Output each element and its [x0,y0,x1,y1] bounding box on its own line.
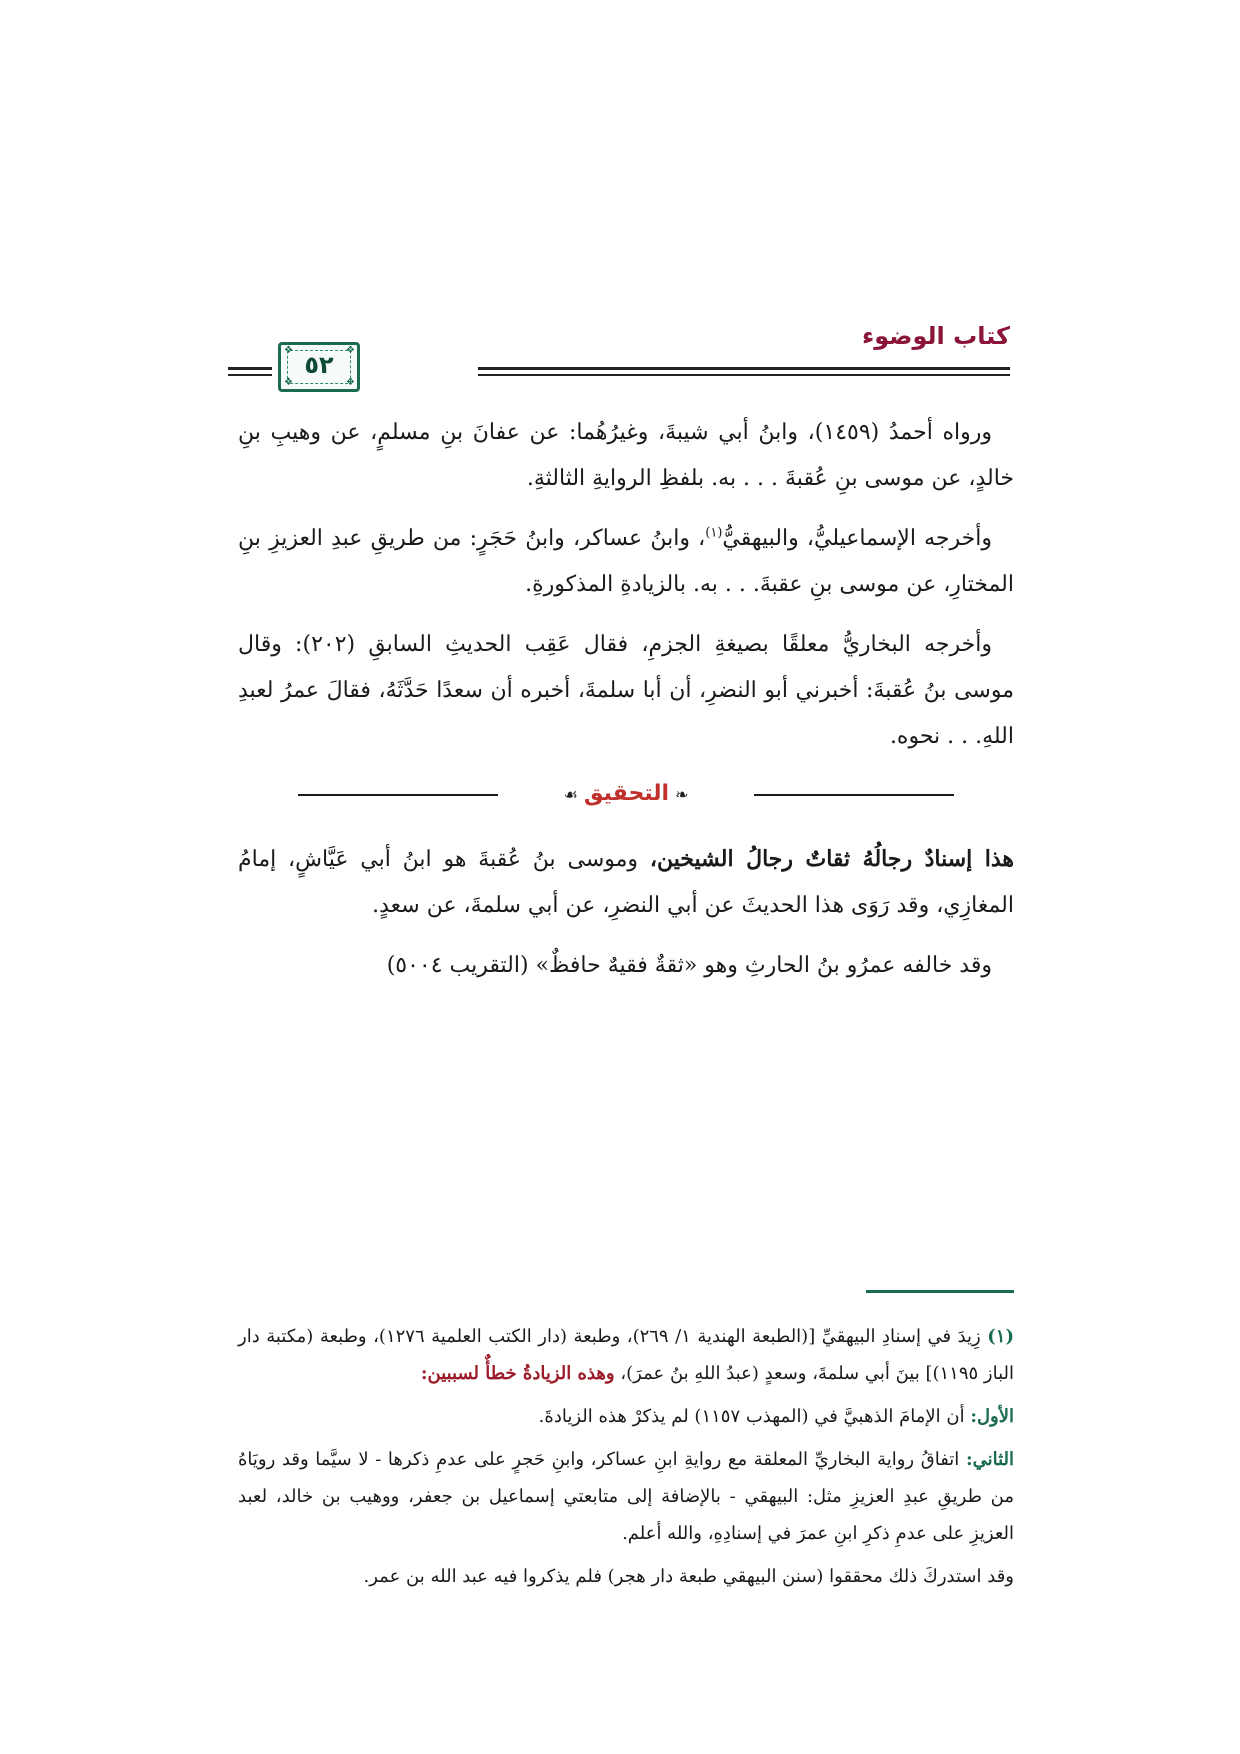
paragraph [238,836,1014,929]
book-title: كتاب الوضوء [861,322,1010,350]
paragraph-lead: هذا إسنادٌ رجالُهُ ثقاتٌ رجالُ الشيخين، [649,846,1014,872]
point-text: وقد استدركَ ذلك محققوا (سنن البيهقي طبعة دار هجر) فلم يذكروا فيه عبد الله بن عمر. [363,1566,1014,1587]
main-text [238,410,1014,1003]
paragraph [238,943,1014,989]
flourish-icon: ☙ [563,785,578,804]
paragraph-text: ورواه أحمدُ (١٤٥٩)، وابنُ أبي شيبةَ، وغيرُهُما: عن عفانَ بنِ مسلمٍ، عن وهيبِ بنِ خالدٍ، عن موسى بنِ عُقبةَ . . . به. بلفظِ الروايةِ الثالثةِ. [238,420,1014,491]
paragraph-text: وموسى بنُ عُقبةَ هو ابنُ أبي عَيَّاشٍ، إمامُ المغازِي، وقد رَوَى هذا الحديثَ عن أبي النضرِ، عن أبي سلمةَ، عن سعدٍ. [238,847,1014,918]
footnote-number: (١) [987,1326,1014,1347]
paragraph-text: وأخرجه البخاريُّ معلقًا بصيغةِ الجزمِ، فقال عَقِب الحديثِ السابقِ (٢٠٢): وقال موسى بنُ عُقبةَ: أخبرني أبو النضرِ، أن أبا سلمةَ، أخبره أن سعدًا حَدَّثَهُ، فقالَ عمرُ لعبدِ اللهِ. . . نحوه. [238,632,1014,749]
divider-line [754,794,954,796]
footnote-separator [866,1290,1014,1293]
section-divider [238,774,1014,814]
flourish-icon: ❧ [675,785,689,804]
paragraph [238,410,1014,502]
point-label: الأول: [970,1406,1014,1427]
paragraph-text: ، وابنُ عساكر، وابنُ حَجَرٍ: من طريقِ عبدِ العزيزِ بنِ المختارِ، عن موسى بنِ عقبةَ. . . به. بالزيادةِ المذكورةِ. [238,526,1014,597]
footnotes [238,1318,1014,1601]
page-number: ٥٢ [304,351,334,379]
corner-ornament-icon: ❖ [284,345,293,356]
footnote-point [238,1398,1014,1435]
header-rule [478,367,1010,370]
point-text: أن الإمامَ الذهبيَّ في (المهذب ١١٥٧) لم يذكرْ هذه الزيادةَ. [538,1406,971,1427]
paragraph [238,622,1014,760]
footnote-emphasis: وهذه الزيادةُ خطأٌ لسببين: [420,1363,615,1384]
footnote-text: زِيدَ في إسنادِ البيهقيِّ [(الطبعة الهندية ١/ ٢٦٩)، وطبعة (دار الكتب العلمية ١٢٧٦)، وطبعة (مكتبة دار الباز ١١٩٥)] بينَ أبي سلمةَ، وسعدٍ (عبدُ اللهِ بنُ عمرَ)، [238,1326,1014,1384]
divider-line [298,794,498,796]
corner-ornament-icon: ❖ [346,377,355,388]
header-rule [478,374,1010,376]
point-text: اتفاقُ رواية البخاريِّ المعلقة مع روايةِ ابنِ عساكر، وابنِ حَجرٍ على عدمِ ذكرها - لا سيَّما وقد رويَاهُ من طريقِ عبدِ العزيزِ مثل: البيهقي - بالإضافة إلى متابعتي إسماعيل بن جعفر، ووهيب بن خالد، لعبد العزيزِ على عدمِ ذكرِ ابنِ عمرَ في إسنادِهِ، والله أعلم. [238,1449,1014,1544]
corner-ornament-icon: ❖ [284,377,293,388]
footnote [238,1318,1014,1392]
section-heading [547,774,704,815]
footnote-point [238,1441,1014,1552]
page-number-badge [278,342,360,392]
header-rule [228,367,272,370]
paragraph-text: وأخرجه الإسماعيليُّ، والبيهقيُّ [722,526,992,551]
corner-ornament-icon: ❖ [346,345,355,356]
section-heading-text: التحقيق [583,781,670,806]
paragraph [238,516,1014,608]
page-header [228,318,1010,398]
footnote-point [238,1558,1014,1595]
footnote-reference[interactable]: (١) [705,525,723,541]
header-rule [228,374,272,376]
point-label: الثاني: [965,1449,1014,1470]
paragraph-text: وقد خالفه عمرُو بنُ الحارثِ وهو «ثقةٌ فقيهٌ حافظٌ» (التقريب ٥٠٠٤) [386,953,992,978]
